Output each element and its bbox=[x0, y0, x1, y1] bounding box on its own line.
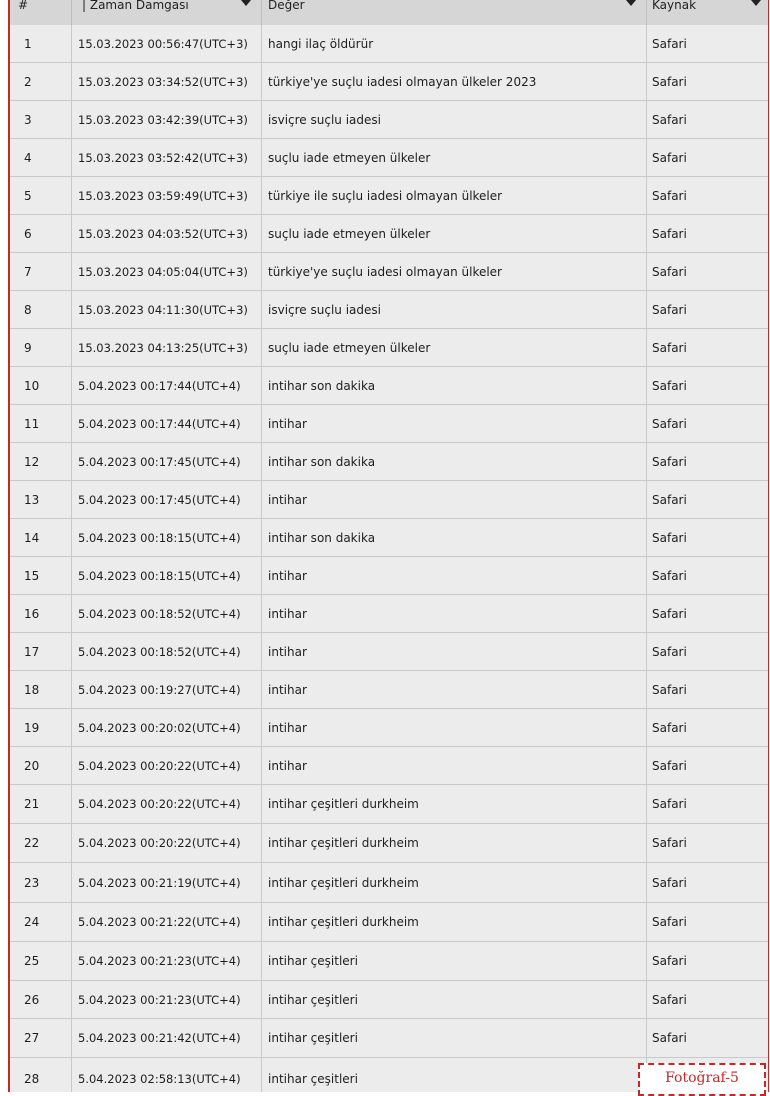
row-source: Safari bbox=[652, 1031, 687, 1045]
row-value: türkiye'ye suçlu iadesi olmayan ülkeler bbox=[262, 253, 647, 290]
row-timestamp: 5.04.2023 00:20:02(UTC+4) bbox=[72, 709, 262, 746]
table-row[interactable] bbox=[10, 215, 768, 253]
row-number: 25 bbox=[10, 942, 72, 980]
row-number: 28 bbox=[10, 1058, 72, 1092]
row-source: Safari bbox=[652, 378, 687, 393]
table-row[interactable] bbox=[10, 1019, 768, 1058]
row-timestamp: 5.04.2023 00:21:22(UTC+4) bbox=[72, 903, 262, 941]
row-timestamp: 15.03.2023 00:56:47(UTC+3) bbox=[72, 25, 262, 62]
table-row[interactable] bbox=[10, 785, 768, 824]
row-number: 16 bbox=[10, 595, 72, 632]
row-value: suçlu iade etmeyen ülkeler bbox=[262, 329, 647, 366]
row-value: suçlu iade etmeyen ülkeler bbox=[262, 215, 647, 252]
row-value: intihar bbox=[262, 709, 647, 746]
column-header-value[interactable] bbox=[262, 0, 647, 25]
table-row[interactable] bbox=[10, 139, 768, 177]
table-row[interactable] bbox=[10, 671, 768, 709]
table-row[interactable] bbox=[10, 903, 768, 942]
table-header bbox=[10, 0, 768, 26]
column-header-label: Değer bbox=[268, 0, 305, 12]
table-row[interactable] bbox=[10, 177, 768, 215]
row-source: Safari bbox=[652, 644, 687, 659]
row-source: Safari bbox=[652, 36, 687, 51]
row-timestamp: 5.04.2023 00:21:23(UTC+4) bbox=[72, 942, 262, 980]
table-row[interactable] bbox=[10, 25, 768, 63]
sort-caret-icon[interactable] bbox=[751, 0, 761, 6]
row-number: 17 bbox=[10, 633, 72, 670]
column-header-number[interactable] bbox=[10, 0, 72, 25]
row-timestamp: 15.03.2023 04:11:30(UTC+3) bbox=[72, 291, 262, 328]
row-source: Safari bbox=[652, 188, 687, 203]
row-value: intihar çeşitleri durkheim bbox=[262, 824, 647, 862]
row-value: intihar bbox=[262, 633, 647, 670]
row-timestamp: 15.03.2023 04:03:52(UTC+3) bbox=[72, 215, 262, 252]
row-timestamp: 15.03.2023 03:52:42(UTC+3) bbox=[72, 139, 262, 176]
row-source: Safari bbox=[652, 992, 687, 1007]
column-header-label: # bbox=[18, 0, 29, 12]
table-row[interactable] bbox=[10, 709, 768, 747]
row-timestamp: 5.04.2023 00:18:52(UTC+4) bbox=[72, 633, 262, 670]
row-number: 21 bbox=[10, 785, 72, 823]
table-row[interactable] bbox=[10, 329, 768, 367]
row-timestamp: 5.04.2023 00:18:15(UTC+4) bbox=[72, 519, 262, 556]
row-number: 7 bbox=[10, 253, 72, 290]
row-timestamp: 15.03.2023 03:59:49(UTC+3) bbox=[72, 177, 262, 214]
row-number: 22 bbox=[10, 824, 72, 862]
column-header-label: | Zaman Damgası bbox=[82, 0, 189, 12]
row-number: 24 bbox=[10, 903, 72, 941]
row-number: 9 bbox=[10, 329, 72, 366]
column-header-source[interactable] bbox=[647, 0, 769, 25]
row-source: Safari bbox=[652, 758, 687, 773]
row-value: intihar bbox=[262, 481, 647, 518]
row-timestamp: 5.04.2023 00:21:19(UTC+4) bbox=[72, 863, 262, 902]
row-source: Safari bbox=[652, 340, 687, 355]
row-value: intihar son dakika bbox=[262, 367, 647, 404]
table-row[interactable] bbox=[10, 981, 768, 1019]
row-source: Safari bbox=[652, 875, 687, 890]
row-source: Safari bbox=[652, 264, 687, 279]
row-source: Safari bbox=[652, 74, 687, 89]
row-timestamp: 15.03.2023 03:42:39(UTC+3) bbox=[72, 101, 262, 138]
row-source: Safari bbox=[652, 568, 687, 583]
row-timestamp: 5.04.2023 00:19:27(UTC+4) bbox=[72, 671, 262, 708]
table-row[interactable] bbox=[10, 443, 768, 481]
row-value: intihar bbox=[262, 595, 647, 632]
row-source: Safari bbox=[652, 530, 687, 545]
column-header-timestamp[interactable] bbox=[72, 0, 262, 25]
row-number: 18 bbox=[10, 671, 72, 708]
row-number: 8 bbox=[10, 291, 72, 328]
table-row[interactable] bbox=[10, 747, 768, 785]
column-header-label: Kaynak bbox=[652, 0, 697, 12]
row-source: Safari bbox=[652, 836, 687, 850]
row-source: Safari bbox=[652, 112, 687, 127]
row-source: Safari bbox=[652, 492, 687, 507]
row-value: intihar son dakika bbox=[262, 443, 647, 480]
row-value: intihar bbox=[262, 405, 647, 442]
row-number: 12 bbox=[10, 443, 72, 480]
row-value: suçlu iade etmeyen ülkeler bbox=[262, 139, 647, 176]
sort-caret-icon[interactable] bbox=[241, 0, 251, 6]
table-row[interactable] bbox=[10, 942, 768, 981]
row-timestamp: 15.03.2023 04:13:25(UTC+3) bbox=[72, 329, 262, 366]
table-row[interactable] bbox=[10, 481, 768, 519]
table-row[interactable] bbox=[10, 101, 768, 139]
row-value: türkiye ile suçlu iadesi olmayan ülkeler bbox=[262, 177, 647, 214]
table-row[interactable] bbox=[10, 405, 768, 443]
row-number: 27 bbox=[10, 1019, 72, 1057]
row-value: intihar bbox=[262, 557, 647, 594]
row-value: isviçre suçlu iadesi bbox=[262, 101, 647, 138]
row-number: 1 bbox=[10, 25, 72, 62]
row-timestamp: 5.04.2023 00:17:45(UTC+4) bbox=[72, 443, 262, 480]
row-number: 23 bbox=[10, 863, 72, 902]
row-source: Safari bbox=[652, 226, 687, 241]
table-row[interactable] bbox=[10, 595, 768, 633]
row-timestamp: 5.04.2023 02:58:13(UTC+4) bbox=[72, 1058, 262, 1092]
row-value: intihar bbox=[262, 747, 647, 784]
row-source: Safari bbox=[652, 606, 687, 621]
row-timestamp: 5.04.2023 00:18:15(UTC+4) bbox=[72, 557, 262, 594]
table-row[interactable] bbox=[10, 824, 768, 863]
row-number: 6 bbox=[10, 215, 72, 252]
row-number: 10 bbox=[10, 367, 72, 404]
photo-caption: Fotoğraf-5 bbox=[638, 1063, 766, 1096]
row-number: 2 bbox=[10, 63, 72, 100]
row-timestamp: 5.04.2023 00:17:44(UTC+4) bbox=[72, 405, 262, 442]
row-source: Safari bbox=[652, 454, 687, 469]
row-timestamp: 15.03.2023 04:05:04(UTC+3) bbox=[72, 253, 262, 290]
table-row[interactable] bbox=[10, 863, 768, 903]
row-timestamp: 5.04.2023 00:20:22(UTC+4) bbox=[72, 747, 262, 784]
row-value: intihar çeşitleri bbox=[262, 981, 647, 1018]
row-number: 4 bbox=[10, 139, 72, 176]
row-timestamp: 5.04.2023 00:18:52(UTC+4) bbox=[72, 595, 262, 632]
row-timestamp: 15.03.2023 03:34:52(UTC+3) bbox=[72, 63, 262, 100]
row-timestamp: 5.04.2023 00:20:22(UTC+4) bbox=[72, 785, 262, 823]
row-source: Safari bbox=[652, 302, 687, 317]
row-timestamp: 5.04.2023 00:21:42(UTC+4) bbox=[72, 1019, 262, 1057]
row-number: 19 bbox=[10, 709, 72, 746]
row-source: Safari bbox=[652, 720, 687, 735]
row-value: intihar çeşitleri bbox=[262, 1058, 647, 1092]
row-source: Safari bbox=[652, 682, 687, 697]
row-value: intihar çeşitleri bbox=[262, 942, 647, 980]
sort-caret-icon[interactable] bbox=[626, 0, 636, 6]
row-number: 11 bbox=[10, 405, 72, 442]
row-number: 13 bbox=[10, 481, 72, 518]
row-value: intihar çeşitleri bbox=[262, 1019, 647, 1057]
row-number: 26 bbox=[10, 981, 72, 1018]
row-value: hangi ilaç öldürür bbox=[262, 25, 647, 62]
table-row[interactable] bbox=[10, 367, 768, 405]
row-source: Safari bbox=[652, 797, 687, 811]
history-table bbox=[8, 0, 769, 1092]
row-value: türkiye'ye suçlu iadesi olmayan ülkeler 2023 bbox=[262, 63, 647, 100]
row-number: 3 bbox=[10, 101, 72, 138]
row-timestamp: 5.04.2023 00:17:44(UTC+4) bbox=[72, 367, 262, 404]
row-number: 15 bbox=[10, 557, 72, 594]
table-row[interactable] bbox=[10, 63, 768, 101]
row-value: intihar son dakika bbox=[262, 519, 647, 556]
table-row[interactable] bbox=[10, 633, 768, 671]
row-timestamp: 5.04.2023 00:20:22(UTC+4) bbox=[72, 824, 262, 862]
row-number: 5 bbox=[10, 177, 72, 214]
row-number: 20 bbox=[10, 747, 72, 784]
row-value: intihar bbox=[262, 671, 647, 708]
table-row[interactable] bbox=[10, 291, 768, 329]
table-row[interactable] bbox=[10, 519, 768, 557]
row-timestamp: 5.04.2023 00:17:45(UTC+4) bbox=[72, 481, 262, 518]
row-source: Safari bbox=[652, 915, 687, 929]
row-value: isviçre suçlu iadesi bbox=[262, 291, 647, 328]
row-value: intihar çeşitleri durkheim bbox=[262, 785, 647, 823]
table-row[interactable] bbox=[10, 253, 768, 291]
table-row[interactable] bbox=[10, 557, 768, 595]
row-number: 14 bbox=[10, 519, 72, 556]
row-source: Safari bbox=[652, 150, 687, 165]
row-value: intihar çeşitleri durkheim bbox=[262, 863, 647, 902]
row-value: intihar çeşitleri durkheim bbox=[262, 903, 647, 941]
row-source: Safari bbox=[652, 416, 687, 431]
row-source: Safari bbox=[652, 954, 687, 968]
row-timestamp: 5.04.2023 00:21:23(UTC+4) bbox=[72, 981, 262, 1018]
